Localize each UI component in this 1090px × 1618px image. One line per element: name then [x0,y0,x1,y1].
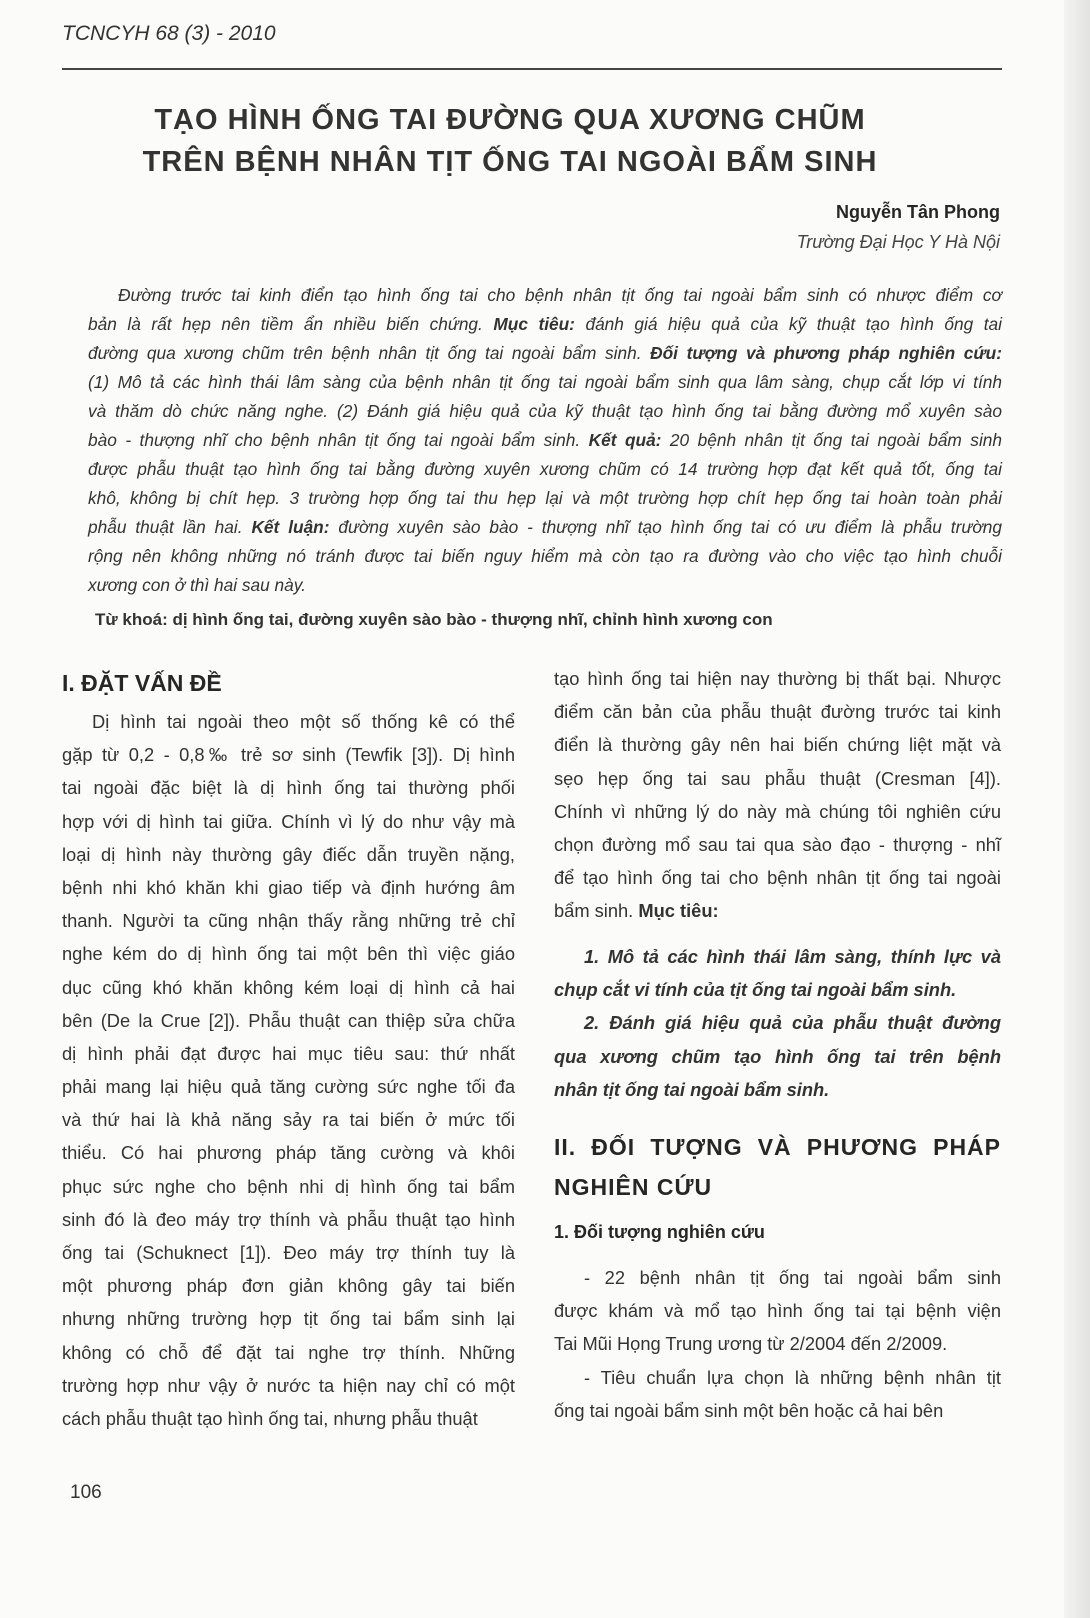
text-line [554,1073,1001,1106]
text: Tai Mũi Họng Trung ương từ 2/2004 đến 2/2009. [554,1333,948,1355]
bold-text: qua xương chũm tạo hình ống tai trên bệnh [554,1045,1001,1067]
text-line [554,762,1001,795]
text: để tạo hình ống tai cho bệnh nhân tịt ống tai ngoài [554,867,1001,889]
abstract [88,281,1002,600]
text: rộng nên không những nó tránh được tai biến nguy hiểm mà còn tạo ra đường vào cho việc tạo hình chuỗi [88,546,1002,566]
text: đường xuyên sào bào - thượng nhĩ tạo hình ống tai có ưu điểm là phẫu trường [329,517,1002,537]
text-line [62,805,515,838]
text-line [62,1236,515,1269]
text-line [62,1037,515,1070]
text: bản là rất hẹp nên tiềm ẩn nhiều biến chứng. [88,314,494,334]
text: Dị hình tai ngoài theo một số thống kê có thể [92,711,515,732]
text: phẫu thuật lần hai. [88,517,252,537]
text-line [88,397,1002,426]
text: điểm căn bản của phẫu thuật đường trước tai kinh [554,701,1001,723]
text: phải mang lại hiệu quả tăng cường sức nghe tối đa [62,1076,515,1098]
text: Đường trước tai kinh điển tạo hình ống tai cho bệnh nhân tịt ống tai ngoài bẩm sinh có nhược điểm cơ [118,285,1002,305]
text-line [88,513,1002,542]
page-number: 106 [70,1482,102,1503]
text: (1) Mô tả các hình thái lâm sàng của bệnh nhân tịt ống tai ngoài bẩm sinh qua lâm sàng, chụp cắt lớp vi tính [88,372,1002,392]
paragraph [62,705,515,1435]
text: một phương pháp đơn giản không gây tai biến [62,1275,515,1297]
section-1-heading: I. ĐẶT VẤN ĐỀ [62,670,222,696]
text: và thăm dò chức năng nghe. (2) Đánh giá hiệu quả của kỹ thuật tạo hình ống tai bằng đường mổ xuyên sào [88,401,1002,421]
text: được khám và mổ tạo hình ống tai tại bệnh viện [554,1300,1001,1322]
bold-text: Đối tượng và phương pháp nghiên cứu: [650,343,1002,363]
text: - Tiêu chuẩn lựa chọn là những bệnh nhân tịt [584,1366,1001,1388]
text-line [62,705,515,738]
title-line-1: TẠO HÌNH ỐNG TAI ĐƯỜNG QUA XƯƠNG CHŨM [154,104,866,136]
text: thanh. Người ta cũng nhận thấy rằng những trẻ chỉ [62,910,515,932]
text: đường qua xương chũm trên bệnh nhân tịt ống tai ngoài bẩm sinh. [88,343,651,363]
text-line [554,1327,1001,1360]
bold-text: 2. Đánh giá hiệu quả của phẫu thuật đường [584,1012,1001,1034]
text: bên (De la Crue [2]). Phẫu thuật can thiệp sửa chữa [62,1009,515,1031]
text-line [554,1040,1001,1073]
text: được phẫu thuật tạo hình ống tai bằng đường xuyên xương chũm có 14 trường hợp đạt kết quả tốt, ống tai [88,459,1002,479]
text: tạo hình ống tai hiện nay thường bị thất bại. Nhược [554,668,1001,689]
text: không có chỗ để đặt tai nghe trợ thính. Những [62,1341,515,1363]
text-line [88,368,1002,397]
text: chọn đường mổ sau tai qua sào đạo - thượng - nhĩ [554,833,1001,855]
paragraph [554,1361,1001,1427]
section-2-heading-line-2: NGHIÊN CỨU [554,1174,713,1200]
scan-page-edge [1064,0,1090,1618]
right-column-body-2 [554,1261,1001,1427]
text: sẹo hẹp ống tai sau phẫu thuật (Cresman [4]). [554,767,1001,789]
text-line [62,937,515,970]
text-line [554,695,1001,728]
text: Chính vì những lý do này mà chúng tôi nghiên cứu [554,800,1001,822]
paragraph [554,1261,1001,1361]
paragraph [554,940,1001,1006]
text-line [62,1269,515,1302]
text-line [554,940,1001,973]
text-line [88,484,1002,513]
text: - 22 bệnh nhân tịt ống tai ngoài bẩm sinh [584,1267,1001,1288]
text: cách phẫu thuật tạo hình ống tai, nhưng phẫu thuật [62,1407,478,1429]
text-line [554,894,1001,927]
text: tai ngoài đặc biệt là dị hình ống tai thường phối [62,777,515,799]
text-line [62,1203,515,1236]
text-line [554,1006,1001,1039]
text-line [554,795,1001,828]
text-line [62,1302,515,1335]
text: bệnh nhi khó khăn khi giao tiếp và định hướng âm [62,876,515,898]
paragraph [554,662,1001,928]
bold-text: nhân tịt ống tai ngoài bẩm sinh. [554,1078,830,1100]
text-line [554,1261,1001,1294]
keywords: Từ khoá: dị hình ống tai, đường xuyên sào bào - thượng nhĩ, chỉnh hình xương con [95,610,773,629]
text-line [88,281,1002,310]
text-line [88,571,1002,600]
bold-text: chụp cắt vi tính của tịt ống tai ngoài bẩm sinh. [554,979,957,1001]
text: khô, không bị chít hẹp. 3 trường hợp ống tai thu hẹp lại và một trường hợp chít hẹp ống tai hoàn toàn phải [88,488,1002,508]
text: loại dị hình này thường gây điếc dẫn truyền nặng, [62,843,515,865]
text-line [62,1336,515,1369]
text-line [62,904,515,937]
text-line [554,662,1001,695]
text: 20 bệnh nhân tịt ống tai ngoài bẩm sinh [661,430,1003,450]
text: bẩm sinh. [554,900,639,922]
text-line [554,1294,1001,1327]
text-line [88,542,1002,571]
journal-header: TCNCYH 68 (3) - 2010 [62,22,276,45]
text: ống tai (Schuknect [1]). Đeo máy trợ thính tuy là [62,1242,515,1263]
section-2-heading-line-1: II. ĐỐI TƯỢNG VÀ PHƯƠNG PHÁP [554,1134,1001,1160]
text: dị hình phải đạt được hai mục tiêu sau: thứ nhất [62,1042,515,1064]
text: nhưng những trường hợp tịt ống tai bẩm sinh lại [62,1308,515,1330]
title-line-2: TRÊN BỆNH NHÂN TỊT ỐNG TAI NGOÀI BẨM SINH [142,146,878,178]
text-line [62,1402,515,1435]
text-line [62,838,515,871]
text: thiểu. Có hai phương pháp tăng cường và khôi [62,1142,515,1164]
text-line [554,728,1001,761]
text-line [554,861,1001,894]
text: ống tai ngoài bẩm sinh một bên hoặc cả hai bên [554,1399,944,1421]
text-line [62,1170,515,1203]
text-line [62,738,515,771]
text-line [62,771,515,804]
bold-text: Kết quả: [588,430,662,450]
bold-text: Kết luận: [251,517,330,537]
text-line [554,828,1001,861]
paragraph [88,281,1002,600]
text-line [88,339,1002,368]
text-line [62,1070,515,1103]
text-line [62,1136,515,1169]
text: phục sức nghe cho bệnh nhi dị hình ống tai bẩm [62,1175,515,1197]
text: điển là thường gây nên hai biến chứng liệt mặt và [554,734,1001,756]
text-line [88,310,1002,339]
text-line [62,1369,515,1402]
text: nghe kém do dị hình ống tai một bên thì việc giáo [62,943,515,965]
objectives-list [554,940,1001,1106]
text: trường hợp như vậy ở nước ta hiện nay chỉ có một [62,1374,515,1396]
text-line [62,1004,515,1037]
text: xương con ở thì hai sau này. [88,575,306,595]
text: hợp với dị hình tai giữa. Chính vì lý do như vậy mà [62,810,515,832]
author-affiliation: Trường Đại Học Y Hà Nội [796,232,1000,252]
text: dục cũng khó khăn không kém loại dị hình cả hai [62,976,515,998]
header-rule [62,68,1002,70]
bold-text: Mục tiêu: [638,900,719,922]
bold-text: Mục tiêu: [493,314,575,334]
text-line [62,971,515,1004]
subsection-heading: 1. Đối tượng nghiên cứu [554,1222,765,1242]
text-line [554,1361,1001,1394]
text: và thứ hai là khả năng sảy ra tai biến ở mức tối [62,1109,515,1131]
text: bào - thượng nhĩ cho bệnh nhân tịt ống tai ngoài bẩm sinh. [88,430,589,450]
text: gặp từ 0,2 - 0,8‰ trẻ sơ sinh (Tewfik [3]). Dị hình [62,744,515,766]
text: đánh giá hiệu quả của kỹ thuật tạo hình ống tai [574,314,1002,334]
author-name: Nguyễn Tân Phong [836,202,1000,222]
text-line [554,973,1001,1006]
bold-text: 1. Mô tả các hình thái lâm sàng, thính lực và [584,946,1001,967]
text-line [62,871,515,904]
text-line [62,1103,515,1136]
left-column-body [62,705,515,1435]
text-line [554,1394,1001,1427]
right-column-body [554,662,1001,928]
text-line [88,426,1002,455]
text: sinh đó là đeo máy trợ thính và phẫu thuật tạo hình [62,1208,515,1230]
paragraph [554,1006,1001,1106]
text-line [88,455,1002,484]
